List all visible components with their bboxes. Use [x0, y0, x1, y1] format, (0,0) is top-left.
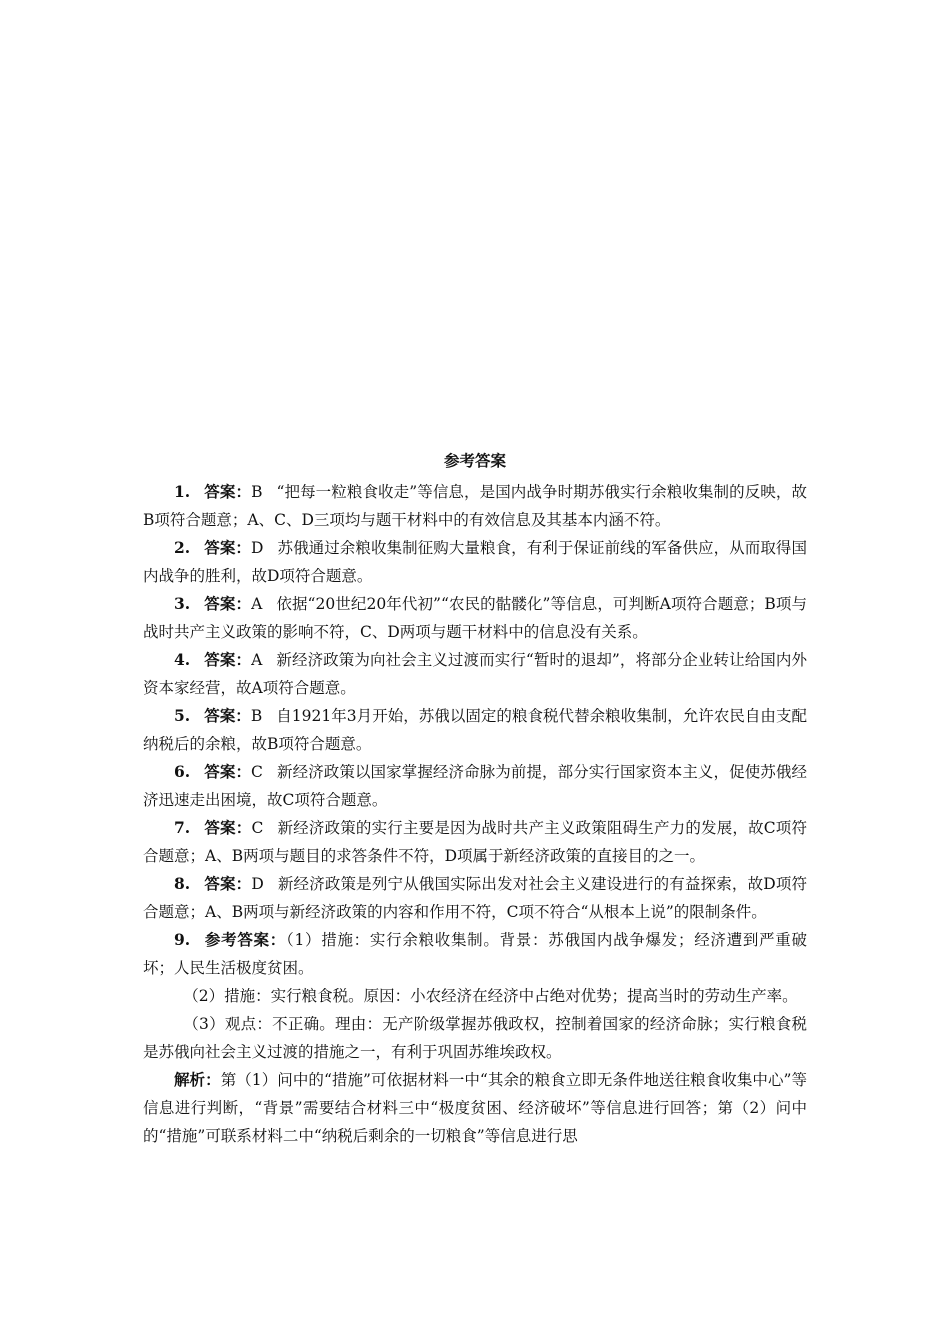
answer-number: 8.: [174, 874, 191, 893]
answer-key: A: [251, 651, 263, 669]
answer-item-3: [143, 590, 807, 646]
answer-text: 自1921年3月开始，苏俄以固定的粮食税代替余粮收集制，允许农民自由支配纳税后的余粮，故B项符合题意。: [143, 707, 807, 753]
answer-item-1: [143, 478, 807, 534]
answer-part-3: （3）观点：不正确。理由：无产阶级掌握苏俄政权，控制着国家的经济命脉；实行粮食税是苏俄向社会主义过渡的措施之一，有利于巩固苏维埃政权。: [143, 1015, 807, 1061]
analysis-paragraph: [143, 1066, 807, 1150]
answer-number: 6.: [174, 762, 191, 781]
answer-number: 4.: [174, 650, 191, 669]
answer-key: C: [251, 819, 264, 837]
answer-item-8: [143, 870, 807, 926]
analysis-label: 解析：: [174, 1070, 221, 1089]
answer-key: B: [250, 707, 263, 725]
answer-part-1: （1）措施：实行余粮收集制。背景：苏俄国内战争爆发；经济遭到严重破坏；人民生活极度贫困。: [143, 931, 807, 977]
answer-label: 参考答案：: [204, 930, 286, 949]
answer-number: 9.: [174, 930, 191, 949]
answer-text: 依据“20世纪20年代初”“农民的骷髅化”等信息，可判断A项符合题意；B项与战时共产主义政策的影响不符，C、D两项与题干材料中的信息没有关系。: [143, 595, 807, 641]
answer-text: 新经济政策为向社会主义过渡而实行“暂时的退却”，将部分企业转让给国内外资本家经营，故A项符合题意。: [143, 651, 807, 697]
answer-text: 新经济政策是列宁从俄国实际出发对社会主义建设进行的有益探索，故D项符合题意；A、B两项与新经济政策的内容和作用不符，C项不符合“从根本上说”的限制条件。: [143, 875, 807, 921]
answer-label: 答案：: [204, 482, 252, 501]
answer-item-6: [143, 758, 807, 814]
answer-text: 苏俄通过余粮收集制征购大量粮食，有利于保证前线的军备供应，从而取得国内战争的胜利，故D项符合题意。: [143, 539, 807, 585]
answer-key: A: [251, 595, 263, 613]
answer-item-4: [143, 646, 807, 702]
answer-key: C: [251, 763, 263, 781]
answer-number: 7.: [174, 818, 191, 837]
answer-label: 答案：: [204, 650, 252, 669]
answer-label: 答案：: [204, 818, 252, 837]
answer-key: D: [251, 539, 264, 557]
answer-number: 3.: [174, 594, 191, 613]
answer-key: B: [251, 483, 263, 501]
answer-part-2: （2）措施：实行粮食税。原因：小农经济在经济中占绝对优势；提高当时的劳动生产率。: [183, 987, 798, 1005]
section-title: 参考答案: [443, 451, 506, 470]
answer-number: 2.: [174, 538, 191, 557]
answer-section: [143, 446, 807, 1150]
answer-item-2: [143, 534, 807, 590]
answer-text: 新经济政策的实行主要是因为战时共产主义政策阻碍生产力的发展，故C项符合题意；A、B两项与题目的求答条件不符，D项属于新经济政策的直接目的之一。: [143, 819, 807, 865]
answer-number: 1.: [174, 482, 191, 501]
answer-item-9: [143, 926, 807, 982]
answer-label: 答案：: [204, 594, 252, 613]
answer-label: 答案：: [204, 538, 251, 557]
answer-label: 答案：: [204, 874, 252, 893]
answer-text: 新经济政策以国家掌握经济命脉为前提，部分实行国家资本主义，促使苏俄经济迅速走出困境，故C项符合题意。: [143, 763, 807, 809]
answer-key: D: [251, 875, 264, 893]
answer-label: 答案：: [204, 762, 252, 781]
answer-label: 答案：: [204, 706, 251, 725]
analysis-text: 第（1）问中的“措施”可依据材料一中“其余的粮食立即无条件地送往粮食收集中心”等信息进行判断，“背景”需要结合材料三中“极度贫困、经济破坏”等信息进行回答；第（2）问中的“措施”可联系材料二中“纳税后剩余的一切粮食”等信息进行思: [143, 1071, 807, 1145]
answer-item-5: [143, 702, 807, 758]
answer-number: 5.: [174, 706, 191, 725]
answer-text: “把每一粒粮食收走”等信息，是国内战争时期苏俄实行余粮收集制的反映，故B项符合题意；A、C、D三项均与题干材料中的有效信息及其基本内涵不符。: [143, 483, 807, 529]
answer-item-7: [143, 814, 807, 870]
